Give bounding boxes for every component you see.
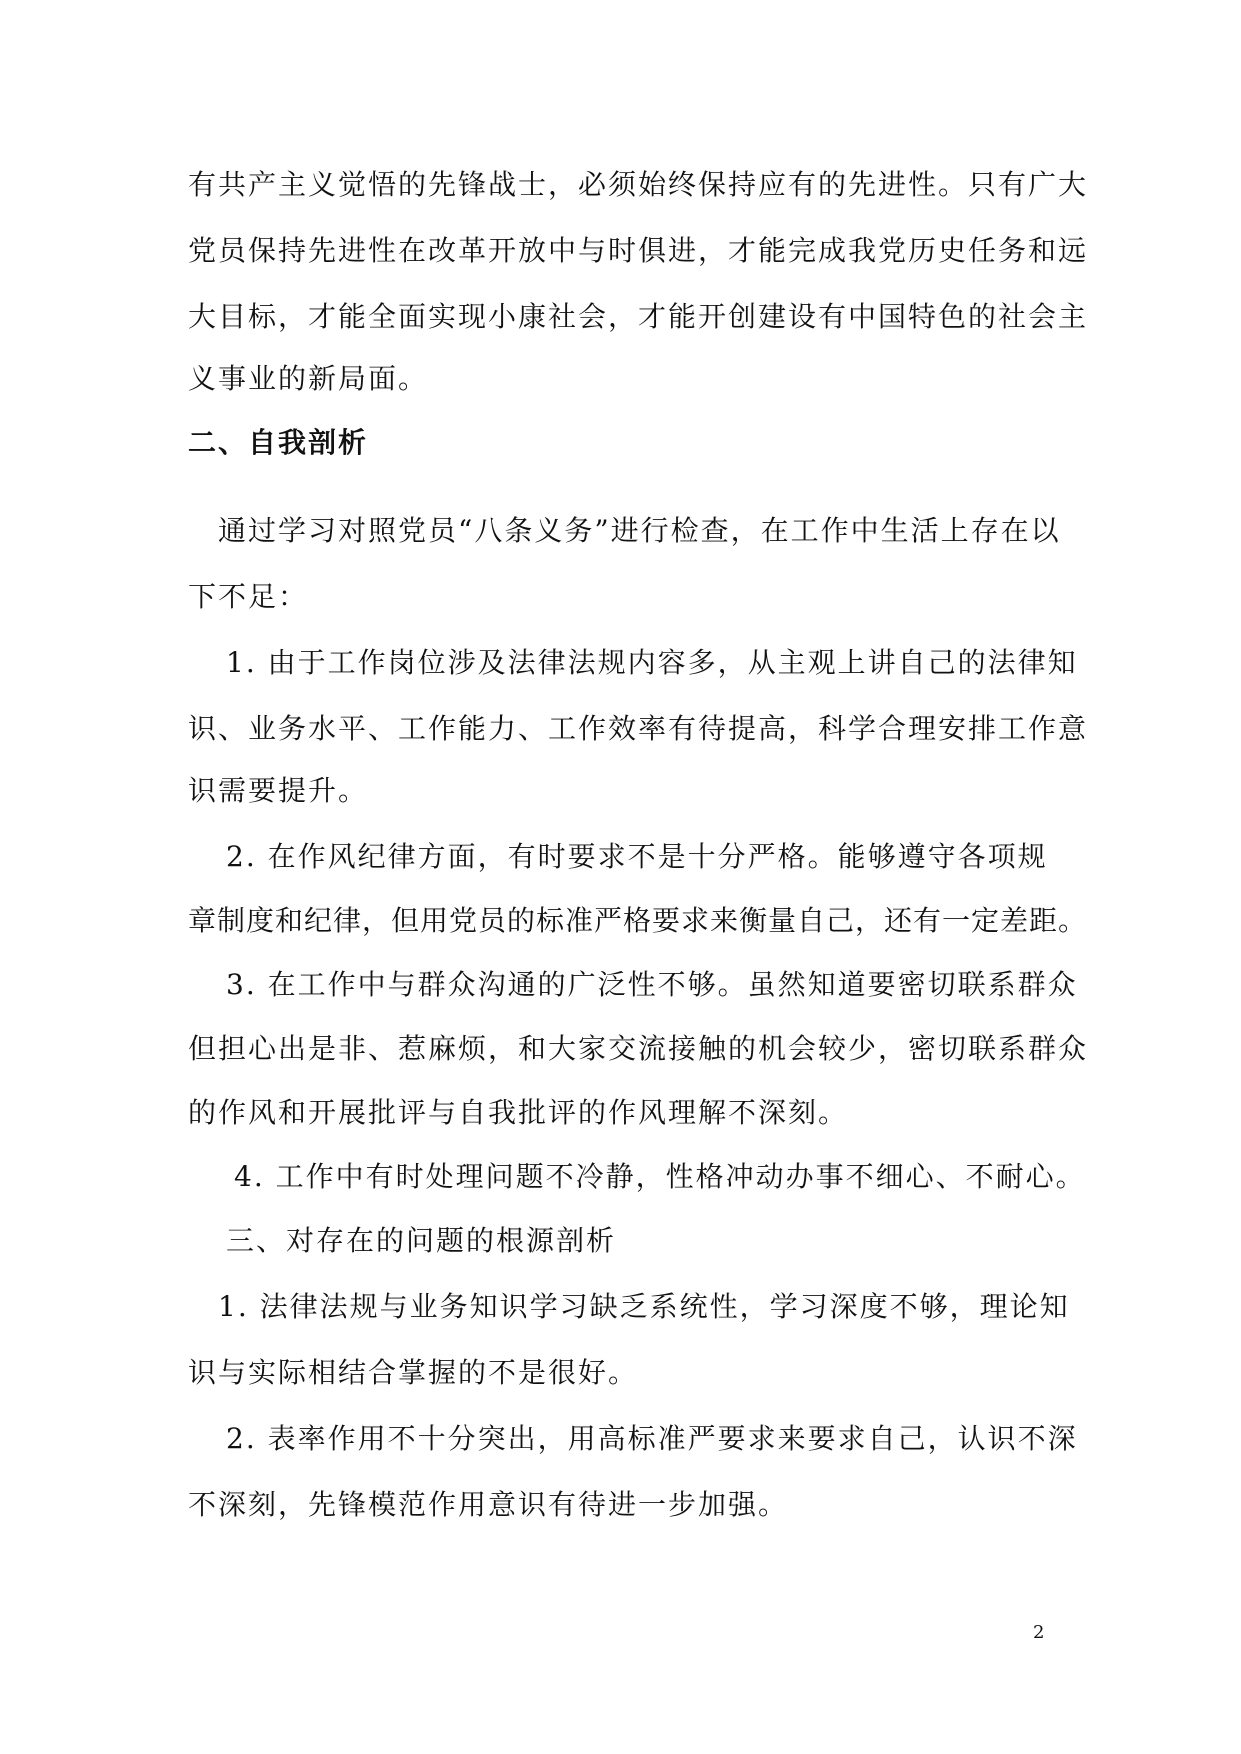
list-item-line: 1. 法律法规与业务知识学习缺乏系统性，学习深度不够，理论知	[218, 1290, 1070, 1323]
page-number: 2	[1033, 1622, 1045, 1643]
list-item-line: 1. 由于工作岗位涉及法律法规内容多，从主观上讲自己的法律知	[226, 646, 1078, 679]
list-item-line: 3. 在工作中与群众沟通的广泛性不够。虽然知道要密切联系群众	[226, 968, 1078, 1001]
section-heading-root-cause: 三、对存在的问题的根源剖析	[226, 1224, 617, 1257]
paragraph-line: 大目标，才能全面实现小康社会，才能开创建设有中国特色的社会主	[188, 300, 1089, 333]
paragraph-line: 有共产主义觉悟的先锋战士，必须始终保持应有的先进性。只有广大	[188, 168, 1089, 201]
list-item-line: 识需要提升。	[188, 774, 369, 807]
paragraph-line: 下不足：	[188, 580, 309, 613]
list-item-line: 不深刻，先锋模范作用意识有待进一步加强。	[188, 1488, 789, 1521]
list-item-line: 4. 工作中有时处理问题不冷静，性格冲动办事不细心、不耐心。	[234, 1160, 1086, 1193]
list-item-line: 识、业务水平、工作能力、工作效率有待提高，科学合理安排工作意	[188, 712, 1089, 745]
list-item-line: 2. 表率作用不十分突出，用高标准严要求来要求自己，认识不深	[226, 1422, 1078, 1455]
list-item-line: 2. 在作风纪律方面，有时要求不是十分严格。能够遵守各项规	[226, 840, 1048, 873]
paragraph-line: 通过学习对照党员“八条义务”进行检查，在工作中生活上存在以	[218, 514, 1061, 547]
list-item-line: 的作风和开展批评与自我批评的作风理解不深刻。	[188, 1096, 849, 1129]
paragraph-line: 义事业的新局面。	[188, 362, 429, 395]
section-heading-self-analysis: 二、自我剖析	[188, 426, 369, 459]
paragraph-line: 党员保持先进性在改革开放中与时俱进，才能完成我党历史任务和远	[188, 234, 1089, 267]
list-item-line: 识与实际相结合掌握的不是很好。	[188, 1356, 639, 1389]
list-item-line: 章制度和纪律，但用党员的标准严格要求来衡量自己，还有一定差距。	[188, 904, 1088, 937]
list-item-line: 但担心出是非、惹麻烦，和大家交流接触的机会较少，密切联系群众	[188, 1032, 1089, 1065]
